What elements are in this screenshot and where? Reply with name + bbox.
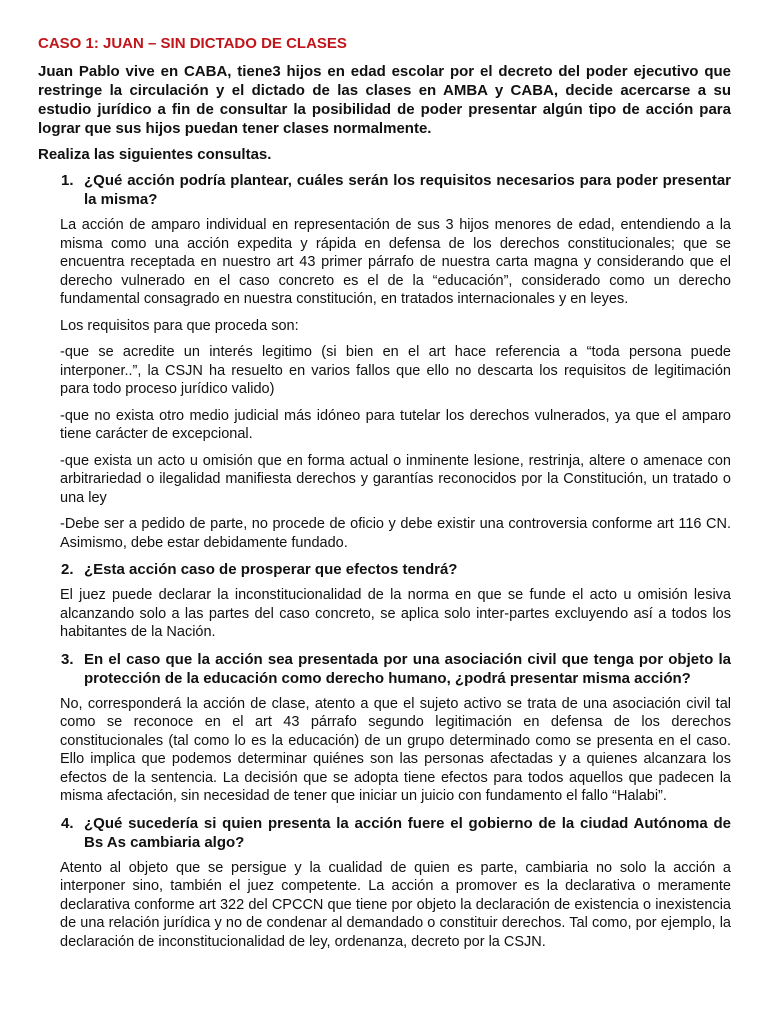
question-2-text: ¿Esta acción caso de prosperar que efectos tendrá? — [84, 561, 458, 578]
question-3 — [38, 650, 731, 688]
answer-2: El juez puede declarar la inconstitucionalidad de la norma en que se funde el acto u omisión lesiva alcanzando solo a las partes del caso concreto, se aplica solo inter-partes excluyendo así a todos los habitantes de la Nación. — [60, 587, 731, 640]
answer-4: Atento al objeto que se persigue y la cualidad de quien es parte, cambiaria no solo la acción a interponer sino, también el juez competente. La acción a promover es la declarativa o meramente declarativa conforme art 322 del CPCCN que tiene por objeto la declaración de existencia o inexistencia de una relación jurídica y no de condenar al demandado o constituir derechos. Tal como, por ejemplo, la declaración de inconstitucionalidad de ley, ordenanza, decreto por la CSJN. — [60, 859, 731, 950]
question-4-text: ¿Qué sucedería si quien presenta la acción fuere el gobierno de la ciudad Autónoma de Bs As cambiaria algo? — [84, 814, 731, 851]
question-3-number: 3. — [61, 650, 74, 668]
question-4-number: 4. — [61, 814, 74, 832]
requirement-2: -que no exista otro medio judicial más idóneo para tutelar los derechos vulnerados, ya que el amparo tiene carácter de excepcional. — [60, 407, 731, 442]
answer-1: La acción de amparo individual en representación de sus 3 hijos menores de edad, entendiendo a la misma como una acción expedita y rápida en defensa de los derechos constitucionales; que se encuentra receptada en nuestro art 43 primer párrafo de nuestra carta magna y considerando que el derecho vulnerado en el caso concreto es el de la “educación”, considerado como un derecho fundamental consagrado en nuestra constitución, en tratados internacionales y en leyes. — [60, 217, 731, 307]
answer-3: No, corresponderá la acción de clase, atento a que el sujeto activo se trata de una asociación civil tal como se reconoce en el art 43 párrafo segundo legitimación en defensa de los derechos constitucionales (tal como lo es la educación) de un grupo determinado como se presenta en el caso. Ello implica que podemos determinar quiénes son las personas afectadas y a quienes alcanzara los efectos de la sentencia. La decisión que se adopta tiene efectos para todos aquellos que padecen la misma afectación, sin necesidad de tener que iniciar un juicio con fundamento el fallo “Halabi”. — [60, 695, 731, 804]
case-intro: Juan Pablo vive en CABA, tiene3 hijos en edad escolar por el decreto del poder ejecutivo que restringe la circulación y el dictado de las clases en AMBA y CABA, decide acercarse a su estudio jurídico a fin de consultar la posibilidad de poder presentar algún tipo de acción para lograr que sus hijos puedan tener clases normalmente. — [38, 63, 731, 137]
question-3-text: En el caso que la acción sea presentada por una asociación civil que tenga por objeto la protección de la educación como derecho humano, ¿podrá presentar misma acción? — [84, 650, 731, 687]
consultations-heading: Realiza las siguientes consultas. — [38, 146, 272, 163]
case-title: CASO 1: JUAN – SIN DICTADO DE CLASES — [38, 35, 347, 52]
question-4 — [38, 814, 731, 852]
requirement-3: -que exista un acto u omisión que en forma actual o inminente lesione, restrinja, altere o amenace con arbitrariedad o ilegalidad manifiesta derechos y garantías reconocidos por la Constitución, un tratado o una ley — [60, 452, 731, 506]
question-1-number: 1. — [61, 172, 74, 189]
requirements-intro: Los requisitos para que proceda son: — [60, 317, 299, 334]
requirement-1: -que se acredite un interés legitimo (si bien en el art hace referencia a “toda persona puede interponer..”, la CSJN ha resuelto en varios fallos que ello no descarta los requisitos de legitimación para todo proceso jurídico valido) — [60, 344, 731, 397]
question-1 — [38, 171, 731, 209]
question-2 — [38, 560, 731, 579]
requirement-4: -Debe ser a pedido de parte, no procede de oficio y debe existir una controversia conforme art 116 CN. Asimismo, debe estar debidamente fundado. — [60, 516, 731, 551]
question-2-number: 2. — [61, 561, 74, 578]
question-1-text: ¿Qué acción podría plantear, cuáles serán los requisitos necesarios para poder presentar la misma? — [84, 172, 731, 208]
